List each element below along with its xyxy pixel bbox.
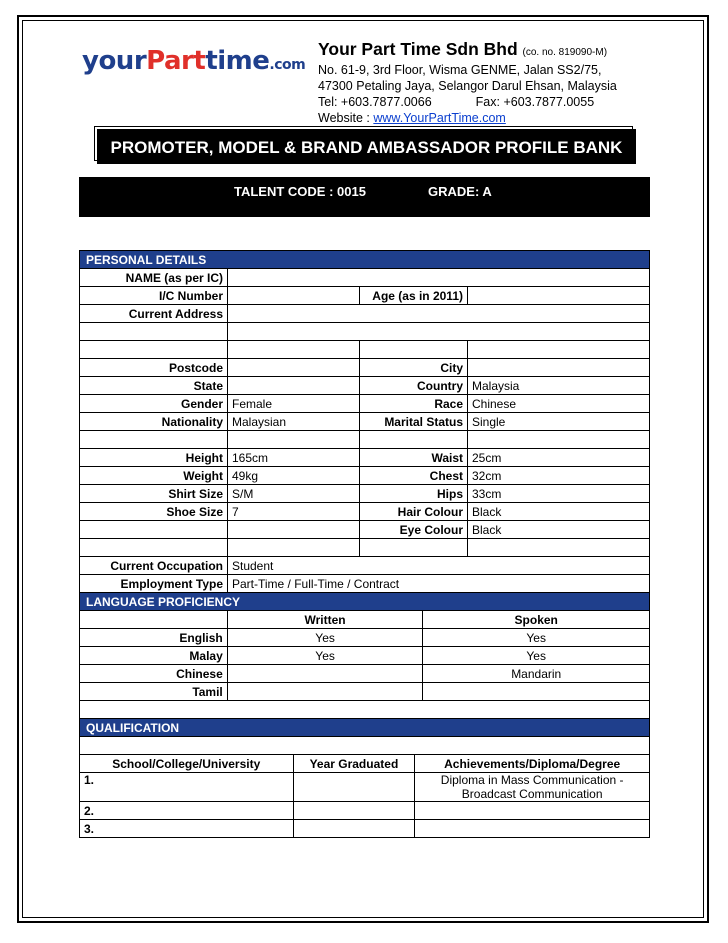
qualification-table (79, 718, 650, 838)
marital-label: Marital Status (360, 413, 468, 431)
weight-value: 49kg (228, 467, 360, 485)
achievement-header: Achievements/Diploma/Degree (415, 755, 650, 773)
eye-value: Black (468, 521, 650, 539)
chinese-written (227, 665, 423, 683)
school-header: School/College/University (80, 755, 294, 773)
employment-label: Employment Type (80, 575, 228, 593)
section-qualification: QUALIFICATION (80, 719, 650, 737)
nationality-value: Malaysian (228, 413, 360, 431)
achievement-line1: Diploma in Mass Communication - (440, 773, 624, 787)
age-value (468, 287, 650, 305)
lang-english: English (80, 629, 228, 647)
city-label: City (360, 359, 468, 377)
grade: GRADE: A (428, 184, 492, 199)
shoe-value: 7 (228, 503, 360, 521)
occupation-label: Current Occupation (80, 557, 228, 575)
company-address-line2: 47300 Petaling Jaya, Selangor Darul Ehsan, Malaysia (318, 79, 617, 93)
lang-tamil: Tamil (80, 683, 228, 701)
height-label: Height (80, 449, 228, 467)
country-label: Country (360, 377, 468, 395)
tamil-spoken (423, 683, 650, 701)
qual-row-1-num: 1. (80, 773, 294, 802)
ic-label: I/C Number (80, 287, 228, 305)
qual-row-2-num: 2. (80, 802, 294, 820)
talent-code: TALENT CODE : 0015 (234, 184, 366, 199)
waist-label: Waist (360, 449, 468, 467)
postcode-label: Postcode (80, 359, 228, 377)
age-label: Age (as in 2011) (360, 287, 468, 305)
qual-row-1-achievement (415, 773, 650, 802)
gender-value: Female (228, 395, 360, 413)
chest-value: 32cm (468, 467, 650, 485)
section-personal-details: PERSONAL DETAILS (80, 251, 650, 269)
company-fax: Fax: +603.7877.0055 (475, 95, 595, 109)
eye-label: Eye Colour (360, 521, 468, 539)
shirt-label: Shirt Size (80, 485, 228, 503)
marital-value: Single (468, 413, 650, 431)
occupation-value: Student (228, 557, 650, 575)
company-tel: Tel: +603.7877.0066 (318, 95, 432, 109)
company-name: Your Part Time Sdn Bhd (318, 39, 518, 59)
logo-part2: Part (146, 46, 206, 76)
language-table (79, 592, 650, 719)
race-value: Chinese (468, 395, 650, 413)
address-value (228, 305, 650, 323)
ic-value (228, 287, 360, 305)
company-info (318, 40, 617, 126)
qual-row-3-num: 3. (80, 820, 294, 838)
country-value: Malaysia (468, 377, 650, 395)
page-title: PROMOTER, MODEL & BRAND AMBASSADOR PROFILE BANK (97, 129, 636, 164)
hips-label: Hips (360, 485, 468, 503)
height-value: 165cm (228, 449, 360, 467)
waist-value: 25cm (468, 449, 650, 467)
talent-bar (79, 177, 650, 217)
address-label: Current Address (80, 305, 228, 323)
gender-label: Gender (80, 395, 228, 413)
lang-malay: Malay (80, 647, 228, 665)
hips-value: 33cm (468, 485, 650, 503)
malay-spoken: Yes (423, 647, 650, 665)
logo-part3: time (205, 46, 270, 76)
name-value (228, 269, 650, 287)
chest-label: Chest (360, 467, 468, 485)
company-logo (82, 46, 305, 76)
logo-part1: your (82, 46, 147, 76)
spoken-header: Spoken (423, 611, 650, 629)
race-label: Race (360, 395, 468, 413)
year-header: Year Graduated (293, 755, 415, 773)
english-written: Yes (227, 629, 423, 647)
section-language: LANGUAGE PROFICIENCY (80, 593, 650, 611)
hair-value: Black (468, 503, 650, 521)
shirt-value: S/M (228, 485, 360, 503)
shoe-label: Shoe Size (80, 503, 228, 521)
name-label: NAME (as per IC) (80, 269, 228, 287)
lang-chinese: Chinese (80, 665, 228, 683)
achievement-line2: Broadcast Communication (461, 787, 603, 801)
english-spoken: Yes (423, 629, 650, 647)
employment-value: Part-Time / Full-Time / Contract (228, 575, 650, 593)
nationality-label: Nationality (80, 413, 228, 431)
chinese-spoken: Mandarin (423, 665, 650, 683)
malay-written: Yes (227, 647, 423, 665)
weight-label: Weight (80, 467, 228, 485)
company-address-line1: No. 61-9, 3rd Floor, Wisma GENME, Jalan SS2/75, (318, 63, 602, 77)
company-regno: (co. no. 819090-M) (522, 47, 608, 58)
hair-label: Hair Colour (360, 503, 468, 521)
personal-details-table (79, 250, 650, 593)
written-header: Written (227, 611, 423, 629)
tamil-written (227, 683, 423, 701)
website-label: Website : (318, 111, 374, 125)
website-link[interactable]: www.YourPartTime.com (373, 111, 506, 125)
state-label: State (80, 377, 228, 395)
logo-suffix: .com (269, 57, 306, 73)
